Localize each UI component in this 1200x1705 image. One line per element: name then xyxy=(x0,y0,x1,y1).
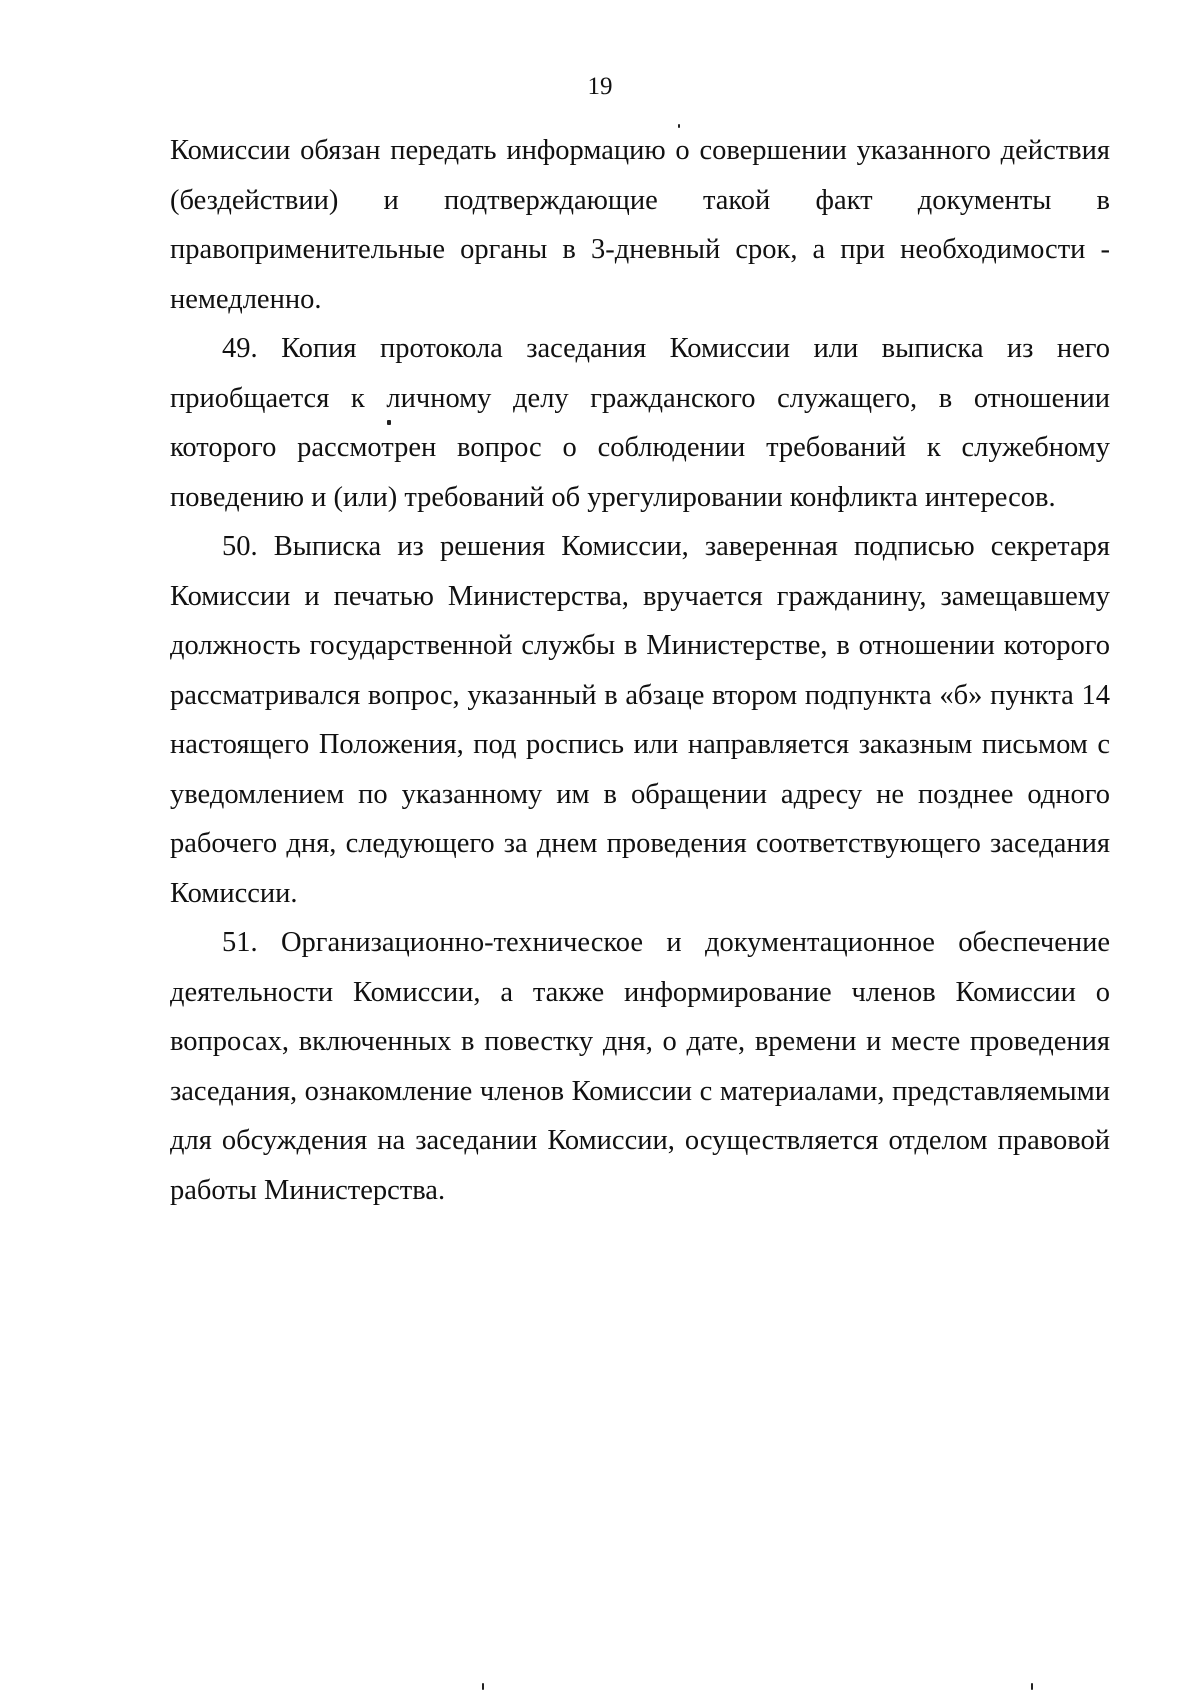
scan-speck xyxy=(482,1683,484,1690)
paragraph-50: 50. Выписка из решения Комиссии, заверенная подписью секретаря Комиссии и печатью Министерства, вручается гражданину, замещавшему должность государственной службы в Министерстве, в отношении которого рассматривался вопрос, указанный в абзаце втором подпункта «б» пункта 14 настоящего Положения, под роспись или направляется заказным письмом с уведомлением по указанному им в обращении адресу не позднее одного рабочего дня, следующего за днем проведения соответствующего заседания Комиссии. xyxy=(170,531,1110,909)
paragraph-49: 49. Копия протокола заседания Комиссии или выписка из него приобщается к личному делу гражданского служащего, в отношении которого рассмотрен вопрос о соблюдении требований к служебному поведению и (или) требований об урегулировании конфликта интересов. xyxy=(170,333,1110,513)
paragraph-continuation: Комиссии обязан передать информацию о совершении указанного действия (бездействии) и подтверждающие такой факт документы в правоприменительные органы в 3-дневный срок, а при необходимости - немедленно. xyxy=(170,135,1110,315)
scan-speck xyxy=(1031,1683,1033,1690)
scan-speck xyxy=(678,124,680,128)
paragraph-51: 51. Организационно-техническое и документационное обеспечение деятельности Комиссии, а также информирование членов Комиссии о вопросах, включенных в повестку дня, о дате, времени и месте проведения заседания, ознакомление членов Комиссии с материалами, представляемыми для обсуждения на заседании Комиссии, осуществляется отделом правовой работы Министерства. xyxy=(170,927,1110,1206)
document-body xyxy=(170,126,1110,1215)
page-number: 19 xyxy=(587,73,613,100)
scan-speck xyxy=(387,420,391,425)
